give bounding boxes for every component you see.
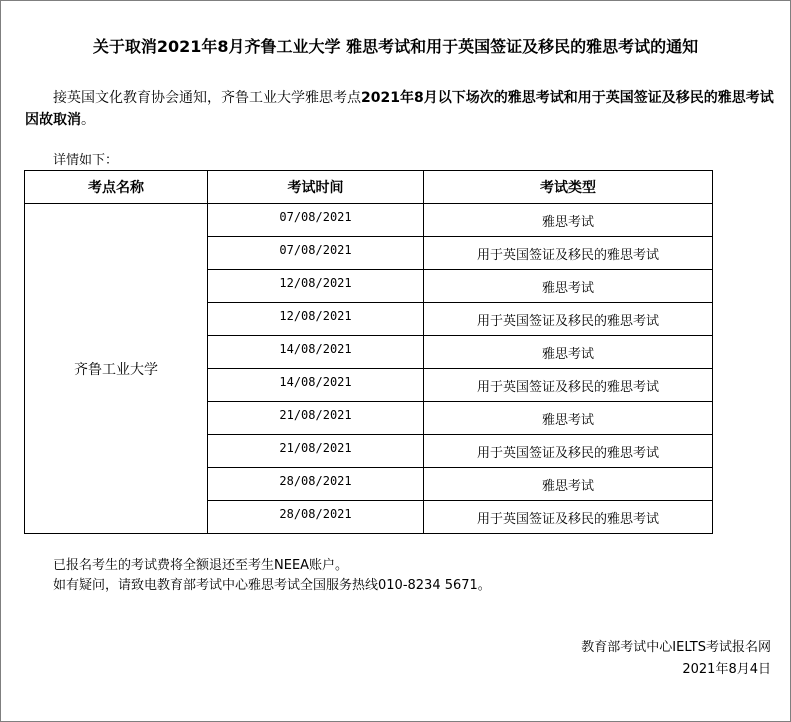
header-date: 考试时间 [208, 171, 424, 204]
date-cell: 12/08/2021 [208, 303, 424, 336]
date-cell: 14/08/2021 [208, 336, 424, 369]
type-cell: 雅思考试 [424, 270, 713, 303]
signature-date: 2021年8月4日 [682, 662, 771, 677]
date-cell: 28/08/2021 [208, 501, 424, 534]
intro-prefix: 接英国文化教育协会通知，齐鲁工业大学雅思考点 [53, 90, 361, 106]
type-cell: 雅思考试 [424, 468, 713, 501]
date-cell: 28/08/2021 [208, 468, 424, 501]
notice-title: 关于取消2021年8月齐鲁工业大学 雅思考试和用于英国签证及移民的雅思考试的通知 [92, 37, 699, 56]
type-cell: 用于英国签证及移民的雅思考试 [424, 369, 713, 402]
type-cell: 用于英国签证及移民的雅思考试 [424, 435, 713, 468]
type-cell: 雅思考试 [424, 336, 713, 369]
intro-paragraph [25, 87, 775, 131]
type-cell: 雅思考试 [424, 204, 713, 237]
date-cell: 12/08/2021 [208, 270, 424, 303]
type-cell: 雅思考试 [424, 402, 713, 435]
cancelled-exams-table [24, 170, 713, 534]
type-cell: 用于英国签证及移民的雅思考试 [424, 303, 713, 336]
refund-note: 已报名考生的考试费将全额退还至考生NEEA账户。 [53, 558, 349, 573]
venue-cell: 齐鲁工业大学 [25, 204, 208, 534]
intro-suffix: 。 [81, 112, 95, 128]
type-cell: 用于英国签证及移民的雅思考试 [424, 237, 713, 270]
date-cell: 21/08/2021 [208, 435, 424, 468]
date-cell: 07/08/2021 [208, 237, 424, 270]
contact-note: 如有疑问，请致电教育部考试中心雅思考试全国服务热线010-8234 5671。 [53, 578, 491, 593]
date-cell: 14/08/2021 [208, 369, 424, 402]
details-label: 详情如下： [53, 153, 119, 168]
header-type: 考试类型 [424, 171, 713, 204]
header-venue: 考点名称 [25, 171, 208, 204]
date-cell: 21/08/2021 [208, 402, 424, 435]
table-header-row [25, 171, 713, 204]
date-cell: 07/08/2021 [208, 204, 424, 237]
type-cell: 用于英国签证及移民的雅思考试 [424, 501, 713, 534]
table-row [25, 204, 713, 237]
signature-organization: 教育部考试中心IELTS考试报名网 [581, 640, 771, 655]
intro-bold-text: 2021年8月以下场次的雅思考试和用于英国签证及移民的雅思考试因故取消 [25, 90, 774, 128]
